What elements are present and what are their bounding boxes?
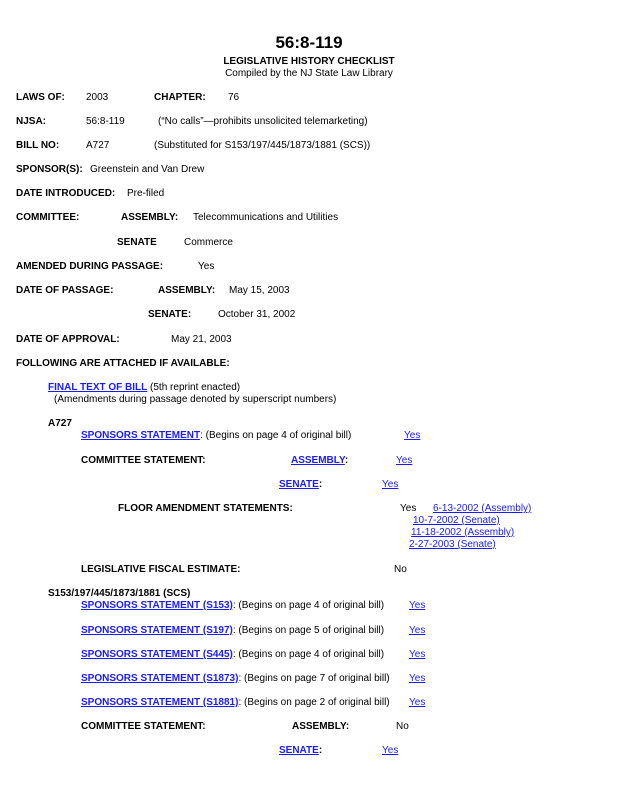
- scs-committee-assembly-label: ASSEMBLY:: [292, 721, 350, 732]
- a727-sponsors-statement-yes[interactable]: Yes: [404, 430, 421, 441]
- scs-sponsors-statement-yes[interactable]: Yes: [409, 697, 426, 708]
- committee-senate-value: Commerce: [184, 237, 233, 248]
- scs-sponsors-statement-line: [81, 600, 384, 612]
- a727-fiscal-estimate-label: LEGISLATIVE FISCAL ESTIMATE:: [81, 564, 241, 575]
- scs-committee-statement-label: COMMITTEE STATEMENT:: [81, 721, 206, 732]
- njsa-label: NJSA:: [16, 116, 47, 127]
- scs-heading: S153/197/445/1873/1881 (SCS): [48, 588, 191, 599]
- scs-sponsors-statement-link[interactable]: SPONSORS STATEMENT (S197): [81, 625, 233, 636]
- date-of-approval-value: May 21, 2003: [171, 334, 232, 345]
- sponsors-label: SPONSOR(S):: [16, 164, 83, 175]
- scs-sponsors-statement-link[interactable]: SPONSORS STATEMENT (S445): [81, 649, 233, 660]
- final-text-line: [48, 382, 240, 394]
- scs-sponsors-statement-line: [81, 697, 390, 709]
- a727-committee-senate: [279, 479, 322, 491]
- scs-sponsors-statement-line: [81, 625, 384, 637]
- date-of-passage-label: DATE OF PASSAGE:: [16, 285, 114, 296]
- passage-assembly-value: May 15, 2003: [229, 285, 290, 296]
- passage-senate-label: SENATE:: [148, 309, 192, 320]
- a727-heading: A727: [48, 418, 72, 429]
- a727-floor-amendment-value: Yes: [400, 503, 417, 514]
- date-introduced-label: DATE INTRODUCED:: [16, 188, 116, 199]
- a727-committee-assembly-colon: :: [344, 455, 349, 466]
- scs-committee-senate: [279, 745, 322, 757]
- bill-no-value: A727: [86, 140, 110, 151]
- scs-sponsors-statement-note: : (Begins on page 2 of original bill): [238, 697, 390, 708]
- sponsors-value: Greenstein and Van Drew: [90, 164, 205, 175]
- a727-committee-senate-link[interactable]: SENATE: [279, 479, 319, 490]
- scs-sponsors-statement-note: : (Begins on page 4 of original bill): [232, 649, 385, 660]
- chapter-label: CHAPTER:: [154, 92, 206, 103]
- scs-sponsors-statement-note: : (Begins on page 5 of original bill): [232, 625, 385, 636]
- following-attached-label: FOLLOWING ARE ATTACHED IF AVAILABLE:: [16, 358, 230, 369]
- a727-floor-amendment-label: FLOOR AMENDMENT STATEMENTS:: [118, 503, 293, 514]
- amended-label: AMENDED DURING PASSAGE:: [16, 261, 164, 272]
- a727-committee-assembly-yes[interactable]: Yes: [396, 455, 413, 466]
- scs-committee-senate-yes[interactable]: Yes: [382, 745, 399, 756]
- floor-amendment-link[interactable]: 10-7-2002 (Senate): [413, 515, 500, 526]
- scs-committee-senate-colon: :: [318, 745, 323, 756]
- a727-sponsors-statement-line: [81, 430, 351, 442]
- compiled-by: Compiled by the NJ State Law Library: [225, 68, 393, 79]
- a727-committee-assembly-link[interactable]: ASSEMBLY: [291, 455, 345, 466]
- scs-sponsors-statement-yes[interactable]: Yes: [409, 625, 426, 636]
- scs-committee-senate-link[interactable]: SENATE: [279, 745, 319, 756]
- floor-amendment-link[interactable]: 2-27-2003 (Senate): [409, 539, 496, 550]
- committee-assembly-value: Telecommunications and Utilities: [193, 212, 339, 223]
- scs-sponsors-statement-yes[interactable]: Yes: [409, 649, 426, 660]
- amended-value: Yes: [198, 261, 215, 272]
- bill-no-label: BILL NO:: [16, 140, 60, 151]
- date-of-approval-label: DATE OF APPROVAL:: [16, 334, 120, 345]
- final-text-link[interactable]: FINAL TEXT OF BILL: [48, 382, 148, 393]
- a727-committee-senate-colon: :: [318, 479, 323, 490]
- a727-fiscal-estimate-value: No: [394, 564, 407, 575]
- scs-sponsors-statement-note: : (Begins on page 4 of original bill): [232, 600, 385, 611]
- a727-sponsors-statement-link[interactable]: SPONSORS STATEMENT: [81, 430, 201, 441]
- a727-committee-assembly: [291, 455, 348, 467]
- laws-of-value: 2003: [86, 92, 109, 103]
- page-title: 56:8-119: [275, 33, 343, 52]
- passage-assembly-label: ASSEMBLY:: [158, 285, 216, 296]
- scs-sponsors-statement-yes[interactable]: Yes: [409, 673, 426, 684]
- a727-sponsors-statement-note: : (Begins on page 4 of original bill): [200, 430, 352, 441]
- scs-sponsors-statement-link[interactable]: SPONSORS STATEMENT (S1881): [81, 697, 239, 708]
- date-introduced-value: Pre-filed: [127, 188, 165, 199]
- committee-assembly-label: ASSEMBLY:: [121, 212, 179, 223]
- a727-committee-senate-yes[interactable]: Yes: [382, 479, 399, 490]
- chapter-value: 76: [228, 92, 240, 103]
- bill-no-description: (Substituted for S153/197/445/1873/1881 (SCS)): [154, 140, 371, 151]
- scs-committee-assembly-value: No: [396, 721, 409, 732]
- committee-label: COMMITTEE:: [16, 212, 80, 223]
- final-text-note: (5th reprint enacted): [147, 382, 241, 393]
- a727-committee-statement-label: COMMITTEE STATEMENT:: [81, 455, 206, 466]
- scs-sponsors-statement-link[interactable]: SPONSORS STATEMENT (S153): [81, 600, 233, 611]
- passage-senate-value: October 31, 2002: [218, 309, 296, 320]
- floor-amendment-link[interactable]: 11-18-2002 (Assembly): [411, 527, 515, 538]
- floor-amendment-link[interactable]: 6-13-2002 (Assembly): [433, 503, 532, 514]
- amendments-note: (Amendments during passage denoted by superscript numbers): [54, 394, 337, 405]
- scs-sponsors-statement-line: [81, 673, 390, 685]
- laws-of-label: LAWS OF:: [16, 92, 65, 103]
- njsa-description: (“No calls”—prohibits unsolicited telemarketing): [158, 116, 368, 127]
- scs-sponsors-statement-yes[interactable]: Yes: [409, 600, 426, 611]
- scs-sponsors-statement-line: [81, 649, 384, 661]
- scs-sponsors-statement-note: : (Begins on page 7 of original bill): [238, 673, 390, 684]
- committee-senate-label: SENATE: [117, 237, 157, 248]
- njsa-value: 56:8-119: [86, 116, 125, 127]
- scs-sponsors-statement-link[interactable]: SPONSORS STATEMENT (S1873): [81, 673, 239, 684]
- document-title: LEGISLATIVE HISTORY CHECKLIST: [223, 56, 395, 67]
